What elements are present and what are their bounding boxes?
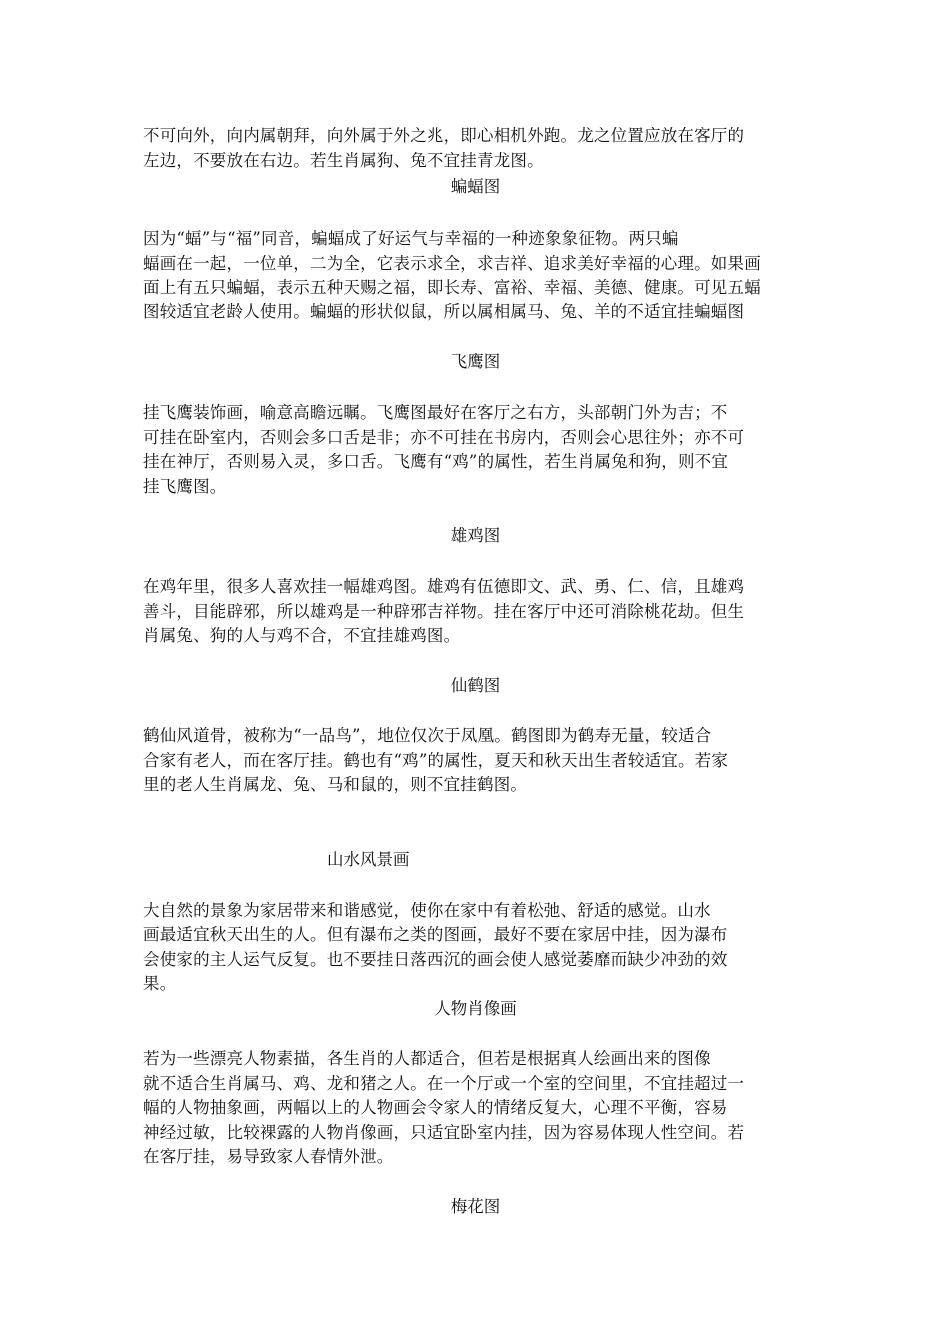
paragraph-line: 果。	[143, 974, 177, 993]
paragraph-line: 蝠画在一起，一位单，二为全，它表示求全，求吉祥、追求美好幸福的心理。如果画	[143, 254, 761, 273]
section-title-rooster: 雄鸡图	[450, 526, 501, 545]
paragraph-line: 大自然的景象为家居带来和谐感觉，使你在家中有着松弛、舒适的感觉。山水	[143, 901, 711, 920]
paragraph-line: 可挂在卧室内，否则会多口舌是非；亦不可挂在书房内，否则会心思往外；亦不可	[143, 428, 745, 447]
section-title-bat: 蝙蝠图	[450, 177, 501, 196]
paragraph-line: 面上有五只蝙蝠，表示五种天赐之福，即长寿、富裕、幸福、美德、健康。可见五蝠	[143, 278, 761, 297]
paragraph-line: 图较适宜老龄人使用。蝙蝠的形状似鼠，所以属相属马、兔、羊的不适宜挂蝙蝠图	[143, 302, 745, 321]
paragraph-line: 肖属兔、狗的人与鸡不合，不宜挂雄鸡图。	[143, 626, 461, 645]
paragraph-line: 挂在神厅，否则易入灵，多口舌。飞鹰有“鸡”的属性，若生肖属兔和狗，则不宜	[143, 452, 729, 471]
paragraph-line: 里的老人生肖属龙、兔、马和鼠的，则不宜挂鹤图。	[143, 775, 528, 794]
paragraph-line: 合家有老人，而在客厅挂。鹤也有“鸡”的属性，夏天和秋天出生者较适宜。若家	[143, 751, 729, 770]
paragraph-line: 画最适宜秋天出生的人。但有瀑布之类的图画，最好不要在家居中挂，因为瀑布	[143, 925, 728, 944]
paragraph-line: 因为“蝠”与“福”同音，蝙蝠成了好运气与幸福的一种迹象象征物。两只蝙	[143, 229, 679, 248]
section-title-crane: 仙鹤图	[450, 676, 501, 695]
paragraph-line: 就不适合生肖属马、鸡、龙和猪之人。在一个厅或一个室的空间里，不宜挂超过一	[143, 1074, 745, 1093]
intro-line: 不可向外，向内属朝拜，向外属于外之兆，即心相机外跑。龙之位置应放在客厅的	[143, 126, 745, 145]
intro-line: 左边，不要放在右边。若生肖属狗、兔不宜挂青龙图。	[143, 151, 544, 170]
paragraph-line: 幅的人物抽象画，两幅以上的人物画会令家人的情绪反复大，心理不平衡，容易	[143, 1098, 728, 1117]
paragraph-line: 若为一些漂亮人物素描，各生肖的人都适合，但若是根据真人绘画出来的图像	[143, 1049, 711, 1068]
section-title-portrait: 人物肖像画	[434, 999, 517, 1018]
paragraph-line: 挂飞鹰装饰画，喻意高瞻远瞩。飞鹰图最好在客厅之右方，头部朝门外为吉；不	[143, 403, 728, 422]
paragraph-line: 善斗，目能辟邪，所以雄鸡是一种辟邪吉祥物。挂在客厅中还可消除桃花劫。但生	[143, 602, 745, 621]
paragraph-line: 会使家的主人运气反复。也不要挂日落西沉的画会使人感觉萎靡而缺少冲劲的效	[143, 950, 728, 969]
paragraph-line: 挂飞鹰图。	[143, 477, 227, 496]
paragraph-line: 在客厅挂，易导致家人春情外泄。	[143, 1147, 394, 1166]
section-title-plum-blossom: 梅花图	[450, 1197, 501, 1216]
paragraph-line: 神经过敏，比较裸露的人物肖像画，只适宜卧室内挂，因为容易体现人性空间。若	[143, 1123, 745, 1142]
paragraph-line: 在鸡年里，很多人喜欢挂一幅雄鸡图。雄鸡有伍德即文、武、勇、仁、信，且雄鸡	[143, 577, 745, 596]
paragraph-line: 鹤仙风道骨，被称为“一品鸟”，地位仅次于凤凰。鹤图即为鹤寿无量，较适合	[143, 726, 712, 745]
section-title-landscape: 山水风景画	[327, 850, 410, 869]
section-title-eagle: 飞鹰图	[450, 352, 501, 371]
